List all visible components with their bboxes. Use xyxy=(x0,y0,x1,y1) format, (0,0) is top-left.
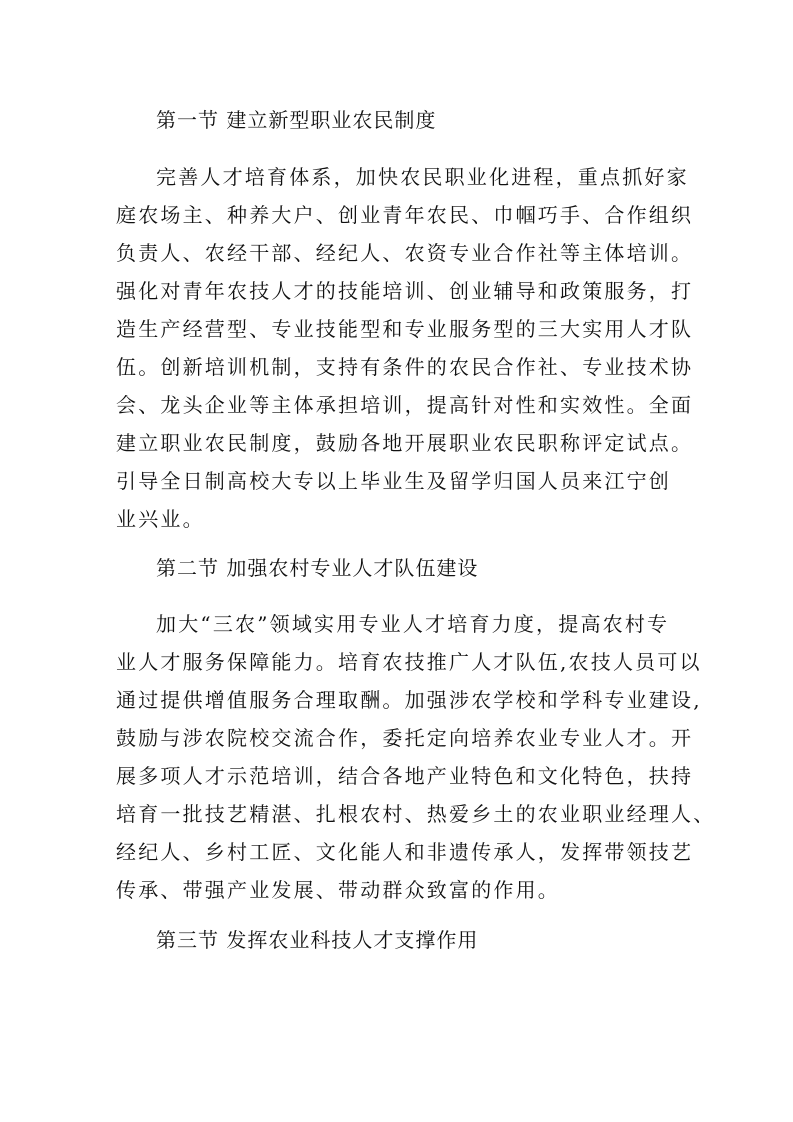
section-1-heading: 第一节 建立新型职业农民制度 xyxy=(156,108,437,132)
section-1-paragraph xyxy=(116,158,694,538)
paragraph-line: 会、龙头企业等主体承担培训，提高针对性和实效性。全面 xyxy=(116,393,694,417)
paragraph-line: 传承、带强产业发展、带动群众致富的作用。 xyxy=(116,878,560,902)
paragraph-line: 加大“三农”领域实用专业人才培育力度，提高农村专 xyxy=(156,612,670,636)
section-2-heading: 第二节 加强农村专业人才队伍建设 xyxy=(156,556,479,580)
paragraph-line: 伍。创新培训机制，支持有条件的农民合作社、专业技术协 xyxy=(116,355,694,379)
paragraph-line: 引导全日制高校大专以上毕业生及留学归国人员来江宁创 xyxy=(116,469,671,493)
paragraph-line: 业兴业。 xyxy=(116,507,205,531)
paragraph-line: 庭农场主、种养大户、创业青年农民、巾帼巧手、合作组织 xyxy=(116,203,694,227)
paragraph-line: 建立职业农民制度，鼓励各地开展职业农民职称评定试点。 xyxy=(116,431,694,455)
paragraph-line: 业人才服务保障能力。培育农技推广人才队伍,农技人员可以 xyxy=(116,650,702,674)
paragraph-line: 通过提供增值服务合理取酬。加强涉农学校和学科专业建设, xyxy=(116,688,702,712)
section-3-heading: 第三节 发挥农业科技人才支撑作用 xyxy=(156,928,479,952)
section-2-paragraph xyxy=(116,605,716,909)
paragraph-line: 造生产经营型、专业技能型和专业服务型的三大实用人才队 xyxy=(116,317,694,341)
paragraph-line: 完善人才培育体系，加快农民职业化进程，重点抓好家 xyxy=(156,165,689,189)
paragraph-line: 负责人、农经干部、经纪人、农资专业合作社等主体培训。 xyxy=(116,241,694,265)
paragraph-line: 培育一批技艺精湛、扎根农村、热爱乡土的农业职业经理人、 xyxy=(116,802,716,826)
paragraph-line: 鼓励与涉农院校交流合作，委托定向培养农业专业人才。开 xyxy=(116,726,694,750)
paragraph-line: 展多项人才示范培训，结合各地产业特色和文化特色，扶持 xyxy=(116,764,694,788)
paragraph-line: 强化对青年农技人才的技能培训、创业辅导和政策服务，打 xyxy=(116,279,694,303)
paragraph-line: 经纪人、乡村工匠、文化能人和非遗传承人，发挥带领技艺 xyxy=(116,840,694,864)
